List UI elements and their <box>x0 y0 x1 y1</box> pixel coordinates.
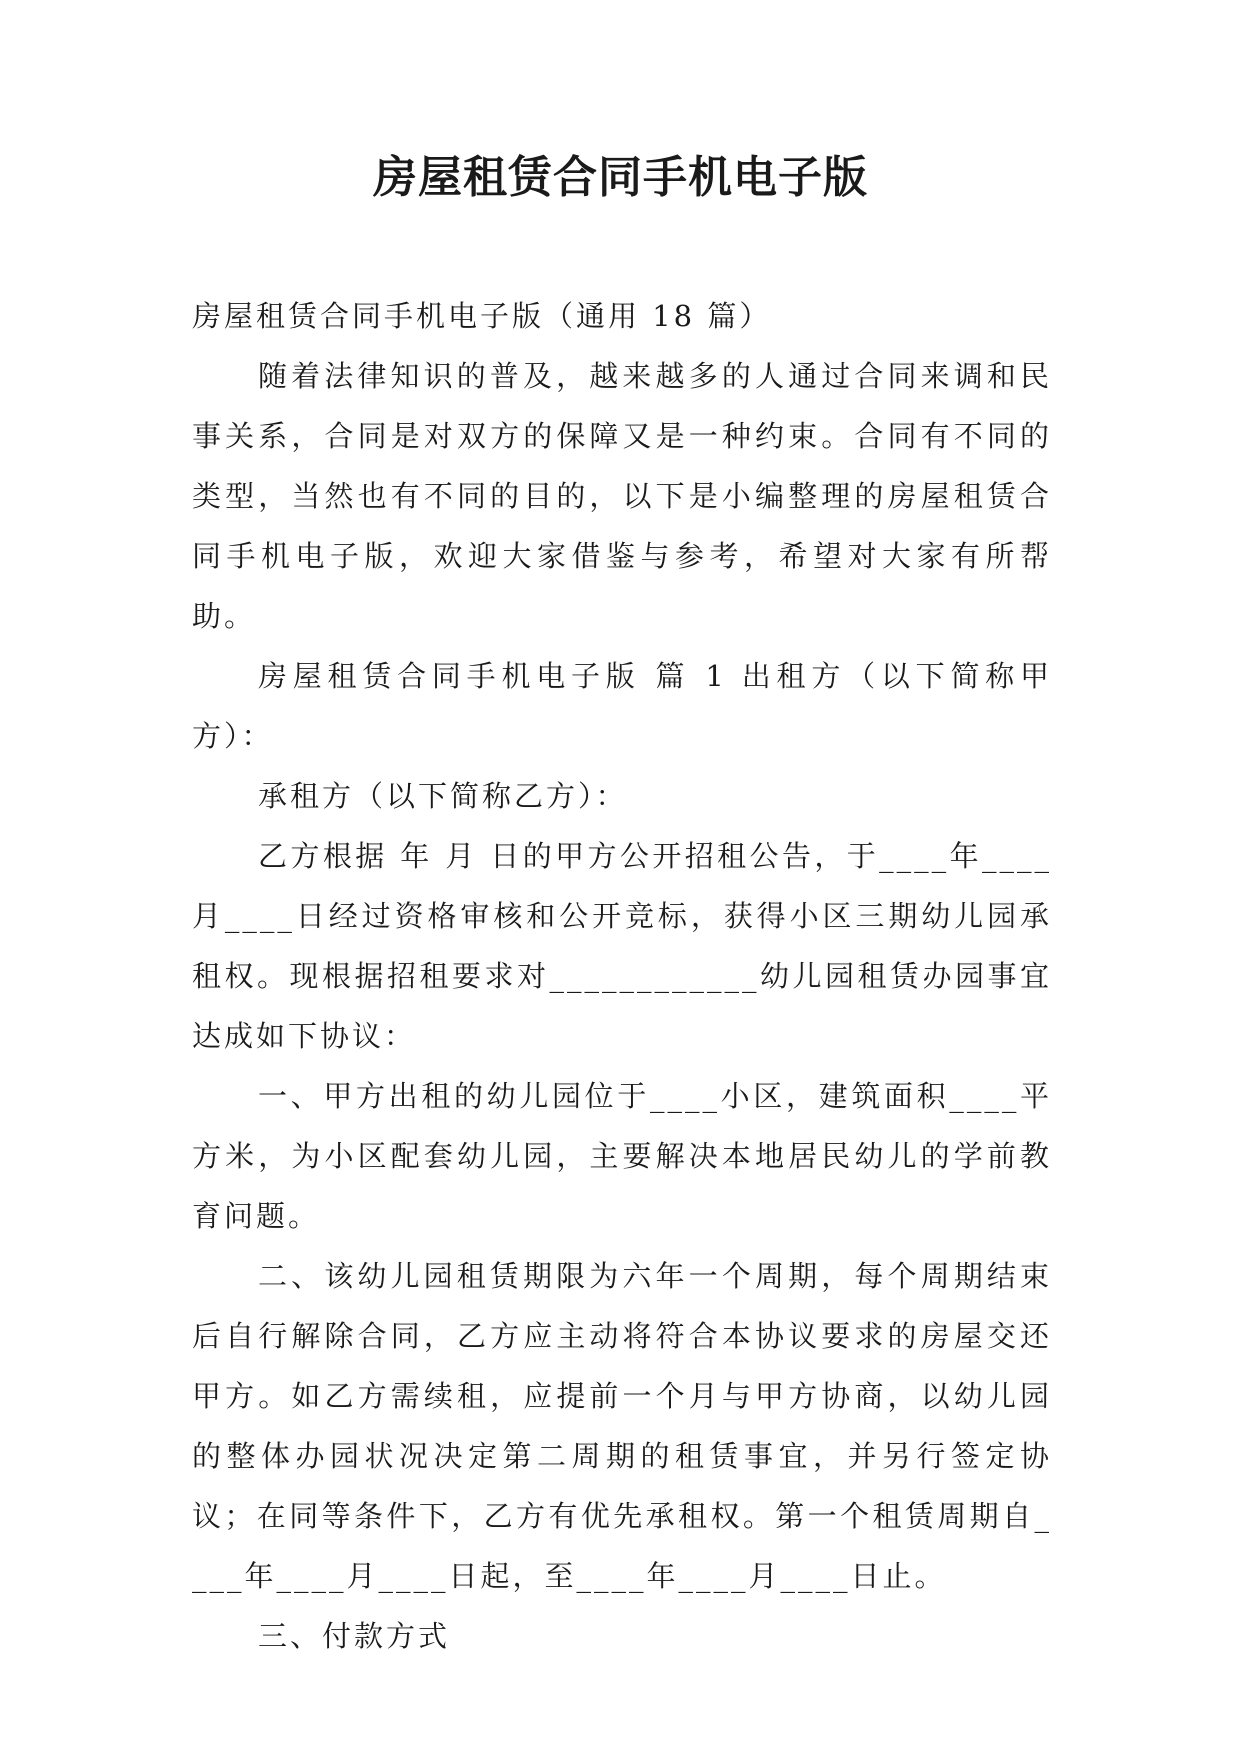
lessee-paragraph: 承租方（以下简称乙方）： <box>258 779 628 813</box>
clause-two-paragraph: 二、该幼儿园租赁期限为六年一个周期，每个周期结束后自行解除合同，乙方应主动将符合本协议要求的房屋交还甲方。如乙方需续租，应提前一个月与甲方协商，以幼儿园的整体办园状况决定第二周期的租赁事宜，并另行签定协议；在同等条件下，乙方有优先承租权。第一个租赁周期自____年____月____日起，至____年____月____日止。 <box>192 1259 1052 1593</box>
document-title: 房屋租赁合同手机电子版 <box>373 152 868 203</box>
clause-one-paragraph: 一、甲方出租的幼儿园位于____小区，建筑面积____平方米，为小区配套幼儿园，主要解决本地居民幼儿的学前教育问题。 <box>192 1079 1052 1233</box>
section-heading-paragraph: 房屋租赁合同手机电子版 篇 1 出租方（以下简称甲方）： <box>192 659 1052 753</box>
clause-three-heading: 三、付款方式 <box>258 1619 451 1653</box>
intro-paragraph: 随着法律知识的普及，越来越多的人通过合同来调和民事关系，合同是对双方的保障又是一种约束。合同有不同的类型，当然也有不同的目的，以下是小编整理的房屋租赁合同手机电子版，欢迎大家借鉴与参考，希望对大家有所帮助。 <box>192 359 1052 633</box>
document-body <box>192 286 1052 1666</box>
agreement-paragraph: 乙方根据 年 月 日的甲方公开招租公告，于____年____月____日经过资格审核和公开竞标，获得小区三期幼儿园承租权。现根据招租要求对____________幼儿园租赁办园事宜达成如下协议： <box>192 839 1052 1053</box>
document-subtitle: 房屋租赁合同手机电子版（通用 18 篇） <box>192 299 772 333</box>
